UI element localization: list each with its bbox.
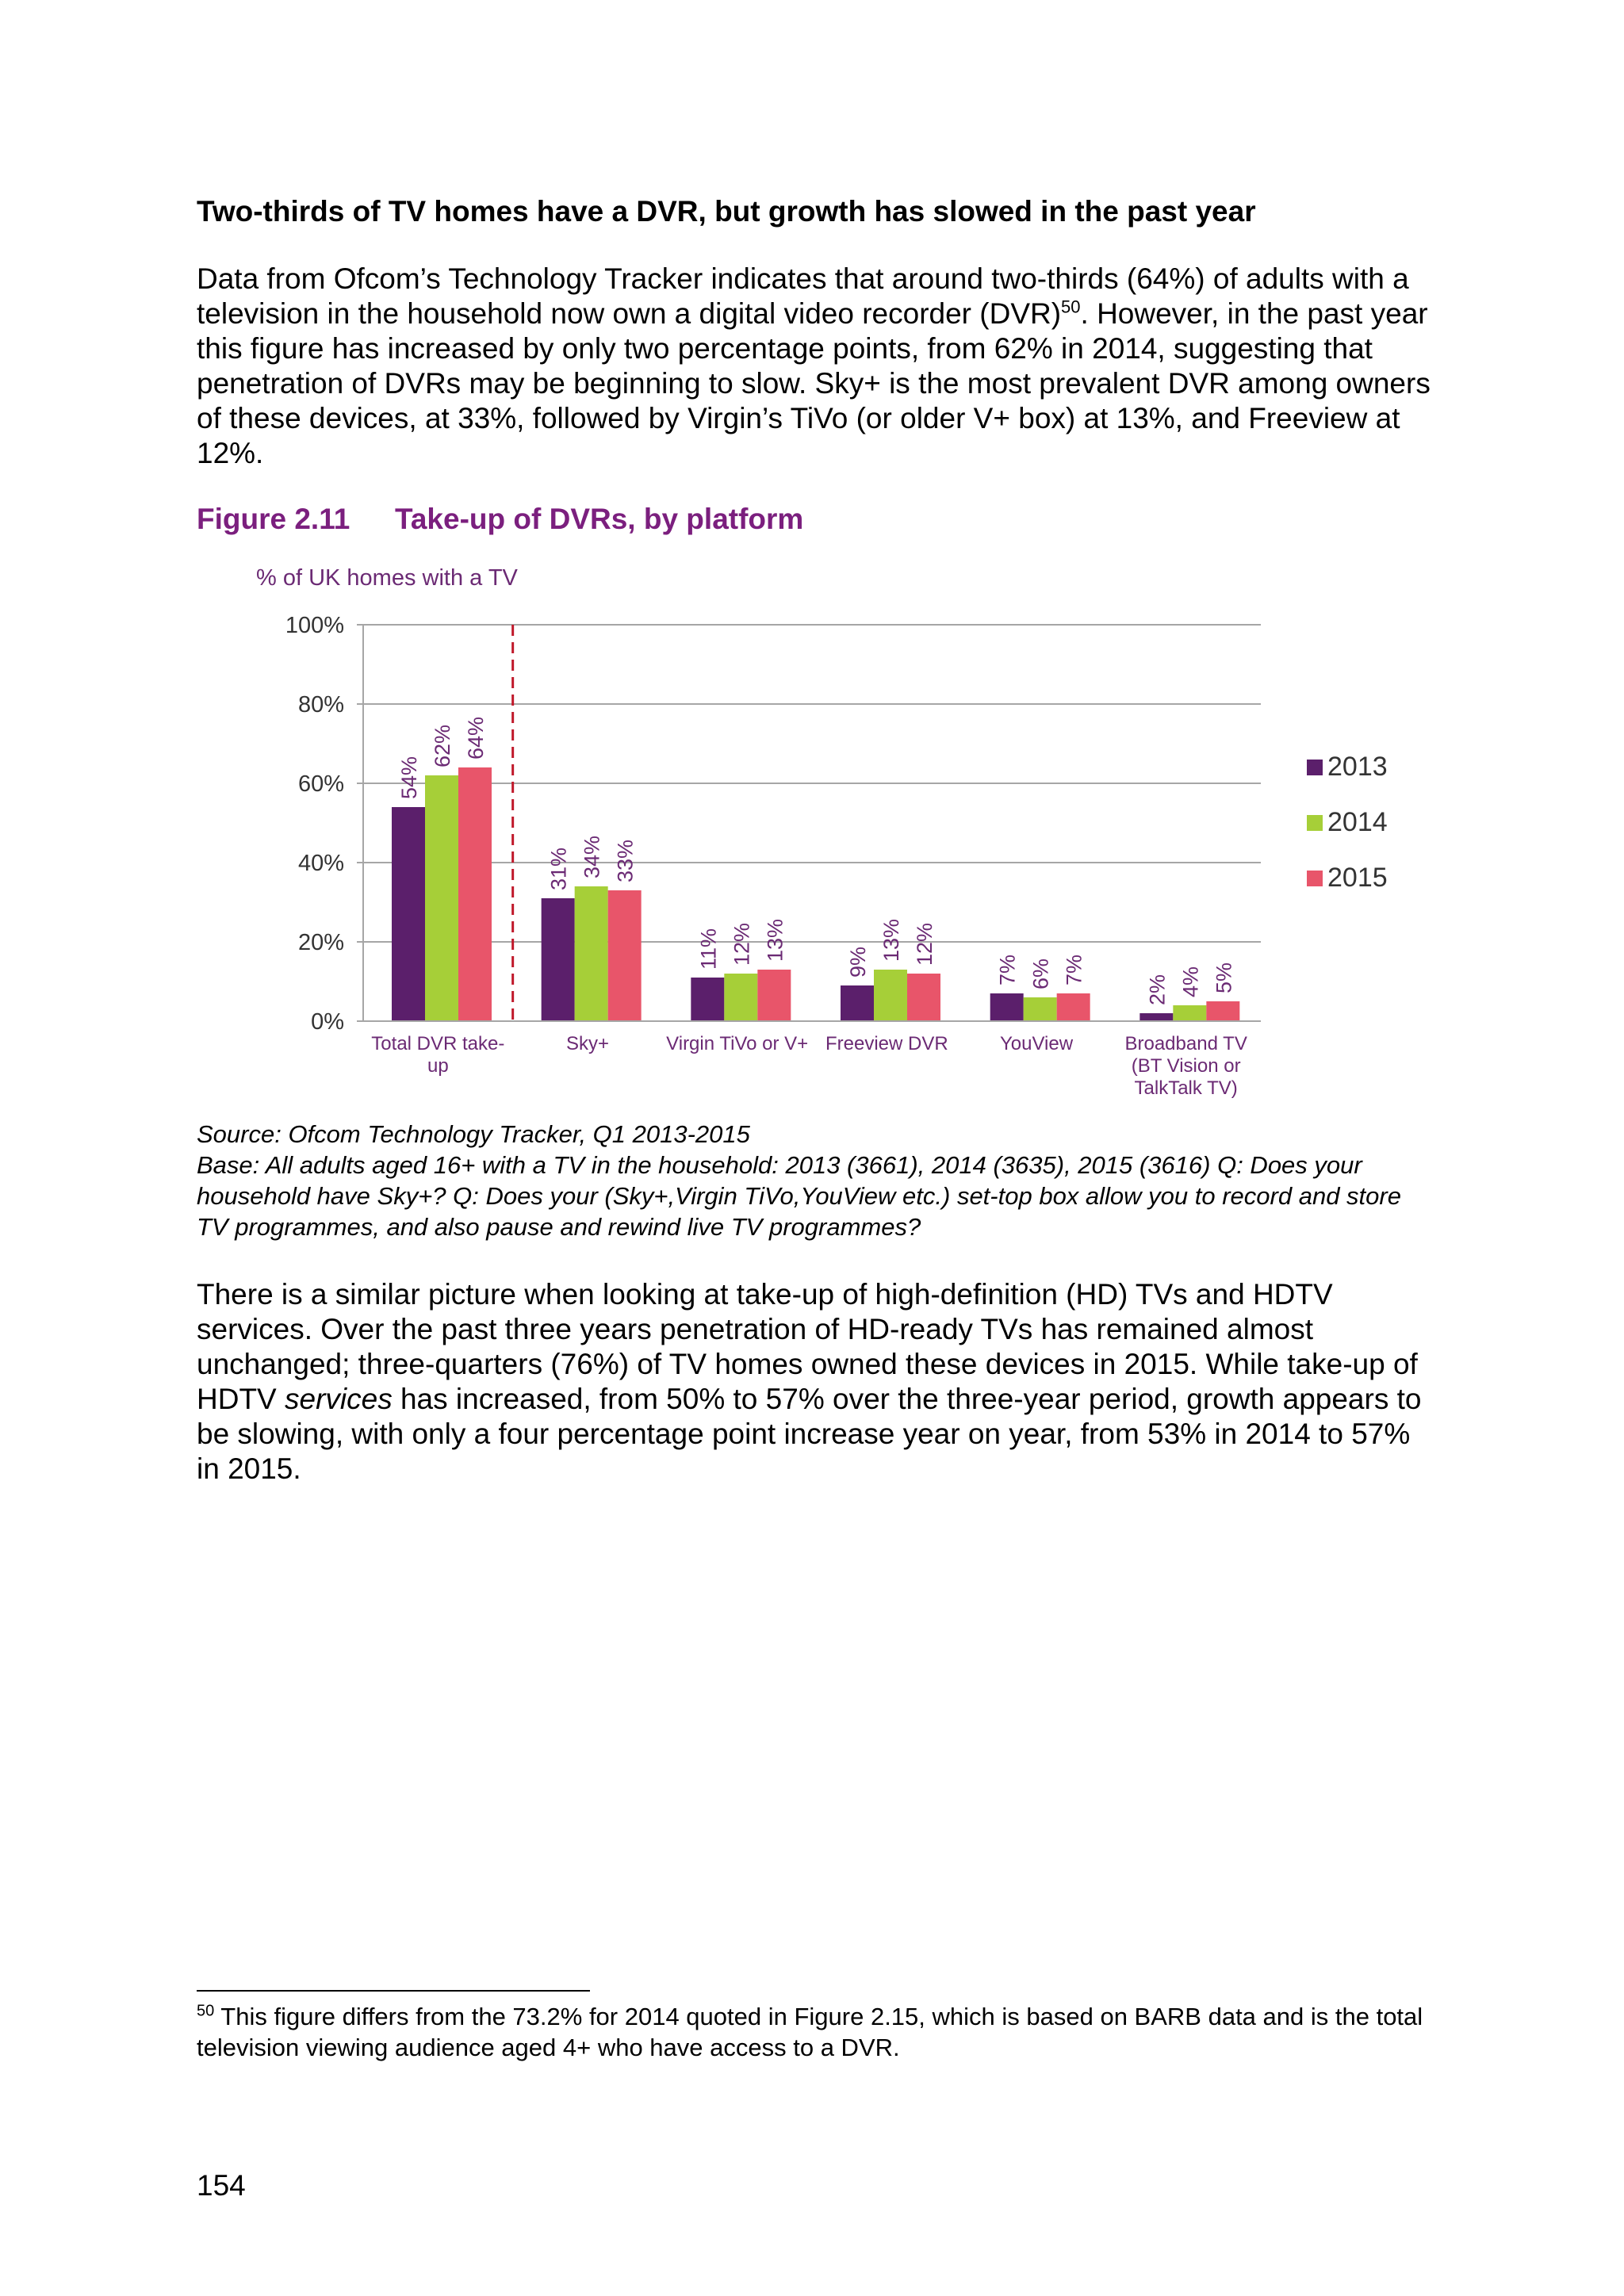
y-tick-label: 40% — [297, 851, 344, 876]
bar-2014 — [724, 974, 757, 1021]
data-label: 2% — [1145, 974, 1170, 1005]
category-label: Broadband TV — [1124, 1033, 1247, 1054]
footnote-text: This figure differs from the 73.2% for 2014 quoted in Figure 2.15, which is based on BARB data and is the total television viewing audience aged 4+ who have access to a DVR. — [197, 2003, 1423, 2061]
data-label: 4% — [1178, 966, 1203, 997]
intro-text-continued: . However, in the past year this figure has increased by only two percentage points, from 62% in 2014, suggesting that penetration of DVRs may be beginning to slow. Sky+ is the most prevalent DVR among owners of these devices, at 33%, followed by Virgin’s TiVo (or older V+ box) at 13%, and Freeview at 12%. — [197, 297, 1431, 469]
bar-2014 — [575, 886, 608, 1021]
data-label: 12% — [730, 922, 754, 966]
bar-2015 — [1057, 993, 1090, 1021]
bar-2014 — [1024, 997, 1057, 1021]
bar-2013 — [1139, 1013, 1173, 1021]
data-label: 6% — [1028, 958, 1053, 989]
legend-label: 2015 — [1327, 863, 1388, 893]
y-tick-label: 20% — [297, 930, 344, 955]
y-tick-label: 60% — [297, 771, 344, 797]
data-label: 62% — [431, 724, 454, 767]
page-number: 154 — [197, 2169, 246, 2202]
figure-number: Figure 2.11 — [197, 503, 350, 535]
hd-paragraph — [197, 1277, 1434, 1487]
category-label: YouView — [999, 1033, 1074, 1054]
legend-label: 2014 — [1327, 807, 1388, 837]
bar-2015 — [1206, 1001, 1239, 1021]
data-label: 12% — [913, 922, 936, 966]
bar-2015 — [907, 974, 940, 1021]
y-axis-title: % of UK homes with a TV — [256, 565, 518, 591]
category-label: TalkTalk TV) — [1134, 1077, 1238, 1099]
bar-2014 — [1173, 1005, 1206, 1021]
hd-text: There is a similar picture when looking at take-up of high-definition (HD) TVs and HDTV services. Over the past three years penetration of HD-ready TVs has remained almost unchanged; three-quarters (76%) of TV homes owned these devices in 2015. While take-up of HDTV — [197, 1278, 1418, 1415]
data-label: 7% — [995, 954, 1020, 985]
figure-source — [197, 1119, 1434, 1242]
footnote-divider — [197, 1990, 590, 1992]
bar-2013 — [990, 993, 1024, 1021]
legend-swatch-2015 — [1307, 871, 1323, 886]
bar-2014 — [425, 775, 458, 1021]
legend-swatch-2014 — [1307, 815, 1323, 831]
bar-2013 — [691, 978, 724, 1021]
hd-text-continued: has increased, from 50% to 57% over the three-year period, growth appears to be slowing, with only a four percentage point increase year on year, from 53% in 2014 to 57% in 2015. — [197, 1383, 1422, 1485]
footnote-number: 50 — [197, 2002, 215, 2020]
legend-label: 2013 — [1327, 752, 1388, 782]
data-label: 13% — [879, 918, 903, 962]
footnote — [197, 2001, 1434, 2063]
base-line: Base: All adults aged 16+ with a TV in the household: 2013 (3661), 2014 (3635), 2015 (3616) Q: Does your household have Sky+? Q: Does your (Sky+,Virgin TiVo,YouView etc.) set-top box allow you to record and store TV programmes, and also pause and rewind live TV programmes? — [197, 1151, 1401, 1241]
figure-caption: Take-up of DVRs, by platform — [395, 503, 804, 535]
bar-2015 — [458, 767, 492, 1021]
legend-swatch-2013 — [1307, 760, 1323, 775]
bar-2015 — [757, 970, 791, 1021]
category-label: Total DVR take- — [371, 1033, 505, 1054]
bar-2013 — [841, 985, 874, 1021]
y-tick-label: 100% — [285, 613, 344, 638]
data-label: 34% — [580, 835, 604, 878]
data-label: 54% — [397, 756, 421, 799]
data-label: 11% — [696, 928, 721, 970]
bar-2014 — [874, 970, 907, 1021]
hd-emphasis: services — [285, 1383, 393, 1415]
data-label: 7% — [1062, 954, 1086, 985]
intro-text: Data from Ofcom’s Technology Tracker indicates that around two-thirds (64%) of adults with a television in the household now own a digital video recorder (DVR) — [197, 262, 1409, 330]
footnote-reference[interactable]: 50 — [1061, 297, 1081, 317]
bar-2013 — [392, 807, 425, 1021]
bar-2013 — [542, 898, 575, 1021]
source-line: Source: Ofcom Technology Tracker, Q1 2013-2015 — [197, 1120, 750, 1148]
category-label: (BT Vision or — [1131, 1055, 1241, 1077]
data-label: 64% — [464, 716, 488, 760]
data-label: 13% — [763, 918, 787, 962]
data-label: 33% — [613, 839, 638, 882]
y-tick-label: 80% — [297, 692, 344, 718]
data-label: 31% — [546, 847, 571, 890]
category-label: Virgin TiVo or V+ — [666, 1033, 809, 1054]
y-tick-label: 0% — [311, 1009, 344, 1035]
category-label: Sky+ — [565, 1033, 610, 1054]
data-label: 5% — [1212, 962, 1236, 993]
category-label: Freeview DVR — [825, 1033, 948, 1054]
bar-2015 — [608, 890, 642, 1021]
category-label: up — [427, 1055, 449, 1077]
data-label: 9% — [846, 946, 870, 978]
section-heading: Two-thirds of TV homes have a DVR, but growth has slowed in the past year — [197, 195, 1256, 228]
